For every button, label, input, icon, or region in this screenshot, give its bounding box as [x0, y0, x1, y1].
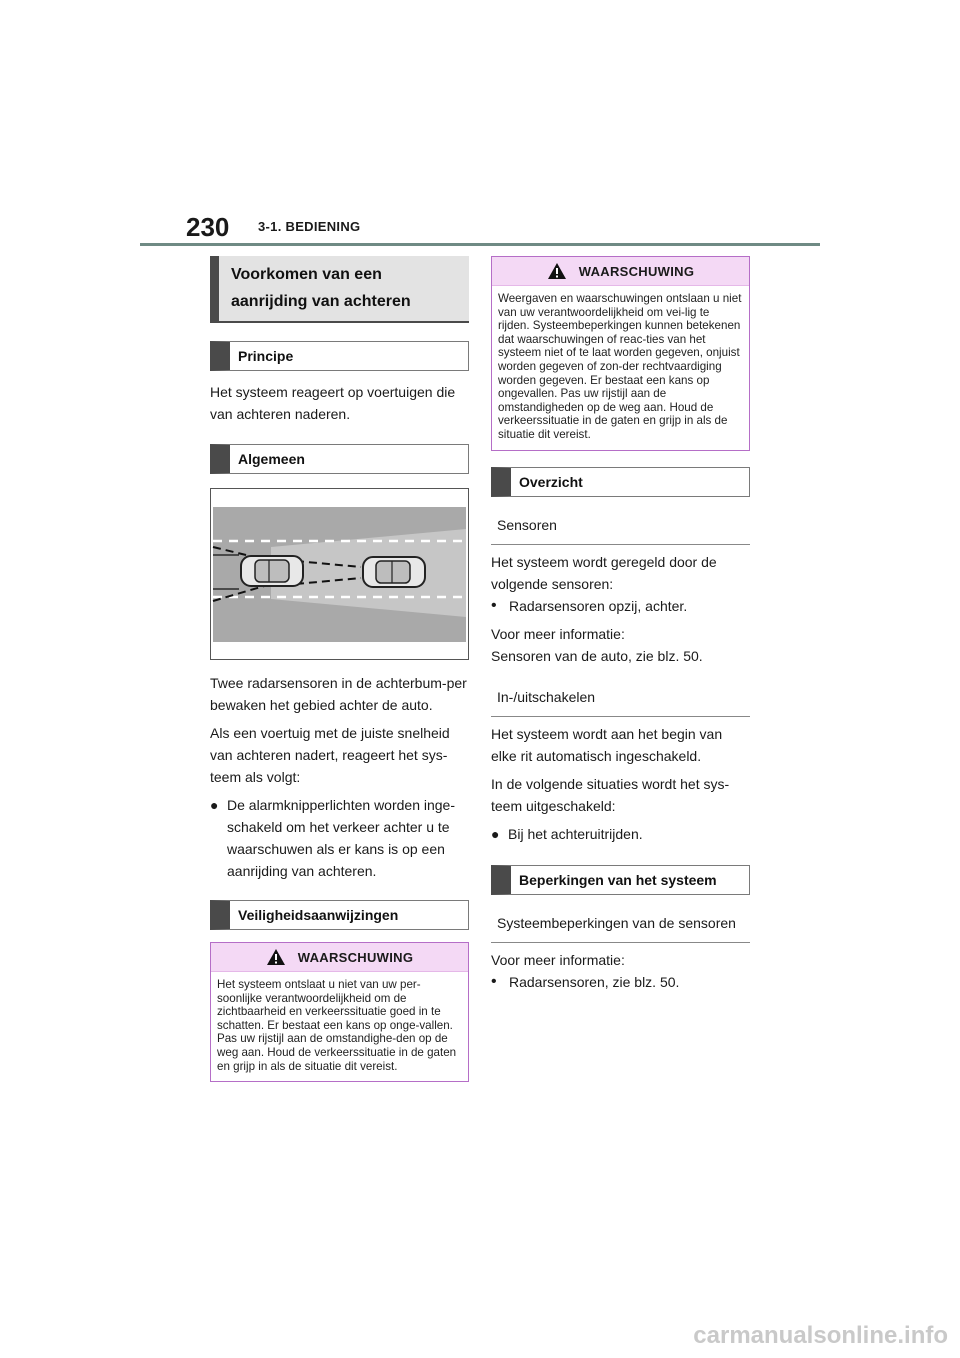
- bullet-alarm-text: De alarmknipperlichten worden inge-schakeld om het verkeer achter u te waarschuwen als er kans is op een aanrijding van achteren.: [227, 797, 456, 879]
- approaching-car-icon: [363, 557, 425, 587]
- bullet-alarm: [210, 794, 469, 882]
- header-rule: [140, 243, 820, 246]
- bullet-icon: ●: [210, 797, 219, 813]
- principe-heading: Principe: [210, 341, 469, 371]
- beperkingen-item-text: Radarsensoren, zie blz. 50.: [509, 973, 680, 990]
- own-car-icon: [241, 556, 303, 586]
- more-info-text: Sensoren van de auto, zie blz. 50.: [491, 647, 703, 664]
- warning-triangle-icon: [547, 262, 567, 280]
- watermark: carmanualsonline.info: [693, 1322, 948, 1349]
- warning-title: WAARSCHUWING: [578, 263, 695, 279]
- algemeen-heading: Algemeen: [210, 444, 469, 474]
- warning-box-right: [491, 256, 750, 451]
- beperkingen-heading: Beperkingen van het systeem: [491, 865, 750, 895]
- warning-title: WAARSCHUWING: [297, 949, 414, 965]
- beperkingen-item: [491, 971, 750, 993]
- inuit-bullet-text: Bij het achteruitrijden.: [508, 825, 643, 842]
- warning-text: Het systeem ontslaat u niet van uw per-soonlijke verantwoordelijkheid om de zichtbaarheid en verkeerssituatie goed in te schatten. Er bestaat een kans op onge-vallen. Pas uw rijstijl aan de omstandighe-den op de weg aan. Houd de verkeerssituatie in de gaten en grijp in als de situatie dit vereist.: [217, 978, 457, 1073]
- warning-box-left: [210, 942, 469, 1082]
- left-column: [210, 256, 469, 1082]
- warning-text: Weergaven en waarschuwingen ontslaan u niet van uw verantwoordelijkheid om vei-lig te rijden. Systeembeperkingen kunnen betekenen dat waarschuwingen of reac-ties van het systeem niet of te laat worden gegeven, onjuist worden gegeven of zon-der rechtvaardiging worden gegeven. Er bestaat een kans op ongevallen. Pas uw rijstijl aan de omstandigheden op de weg aan. Houd de verkeerssituatie in de gaten en grijp in als de situatie dit vereist.: [498, 292, 742, 441]
- radar-diagram: [211, 489, 468, 659]
- inuit-bullet: [491, 823, 750, 845]
- bullet-icon: •: [491, 972, 497, 990]
- safety-heading: Veiligheidsaanwijzingen: [210, 900, 469, 930]
- main-heading: Voorkomen van een aanrijding van achteren: [210, 256, 469, 323]
- sensoren-item: [491, 595, 750, 617]
- inuit-text: Het systeem wordt aan het begin van elke rit automatisch ingeschakeld.: [491, 725, 723, 764]
- sensoren-item-text: Radarsensoren opzij, achter.: [509, 597, 688, 614]
- para-snelheid: Als een voertuig met de juiste snelheid van achteren nadert, reageert het sys-teem als volgt:: [210, 725, 450, 785]
- bullet-icon: ●: [491, 825, 500, 842]
- bullet-icon: •: [491, 596, 497, 614]
- inuit-label: In-/uitschakelen: [491, 681, 750, 717]
- radar-illustration: [210, 488, 469, 660]
- more-info-label: Voor meer informatie:: [491, 625, 625, 642]
- beperkingen-label: Systeembeperkingen van de sensoren: [491, 907, 750, 943]
- warning-triangle-icon: [266, 948, 286, 966]
- warning-header: [492, 257, 749, 286]
- section-title: 3-1. BEDIENING: [258, 219, 361, 234]
- sensoren-label: Sensoren: [491, 509, 750, 545]
- warning-header: [211, 943, 468, 972]
- inuit-text-2: In de volgende situaties wordt het sys-teem uitgeschakeld:: [491, 775, 730, 814]
- beperkingen-info-label: Voor meer informatie:: [491, 951, 625, 968]
- overzicht-heading: Overzicht: [491, 467, 750, 497]
- right-column: [491, 256, 750, 993]
- sensoren-text: Het systeem wordt geregeld door de volgende sensoren:: [491, 553, 717, 592]
- principe-text: Het systeem reageert op voertuigen die van achteren naderen.: [210, 384, 456, 422]
- page-number: 230: [186, 212, 230, 242]
- para-radarsensoren: Twee radarsensoren in de achterbum-per bewaken het gebied achter de auto.: [210, 675, 467, 713]
